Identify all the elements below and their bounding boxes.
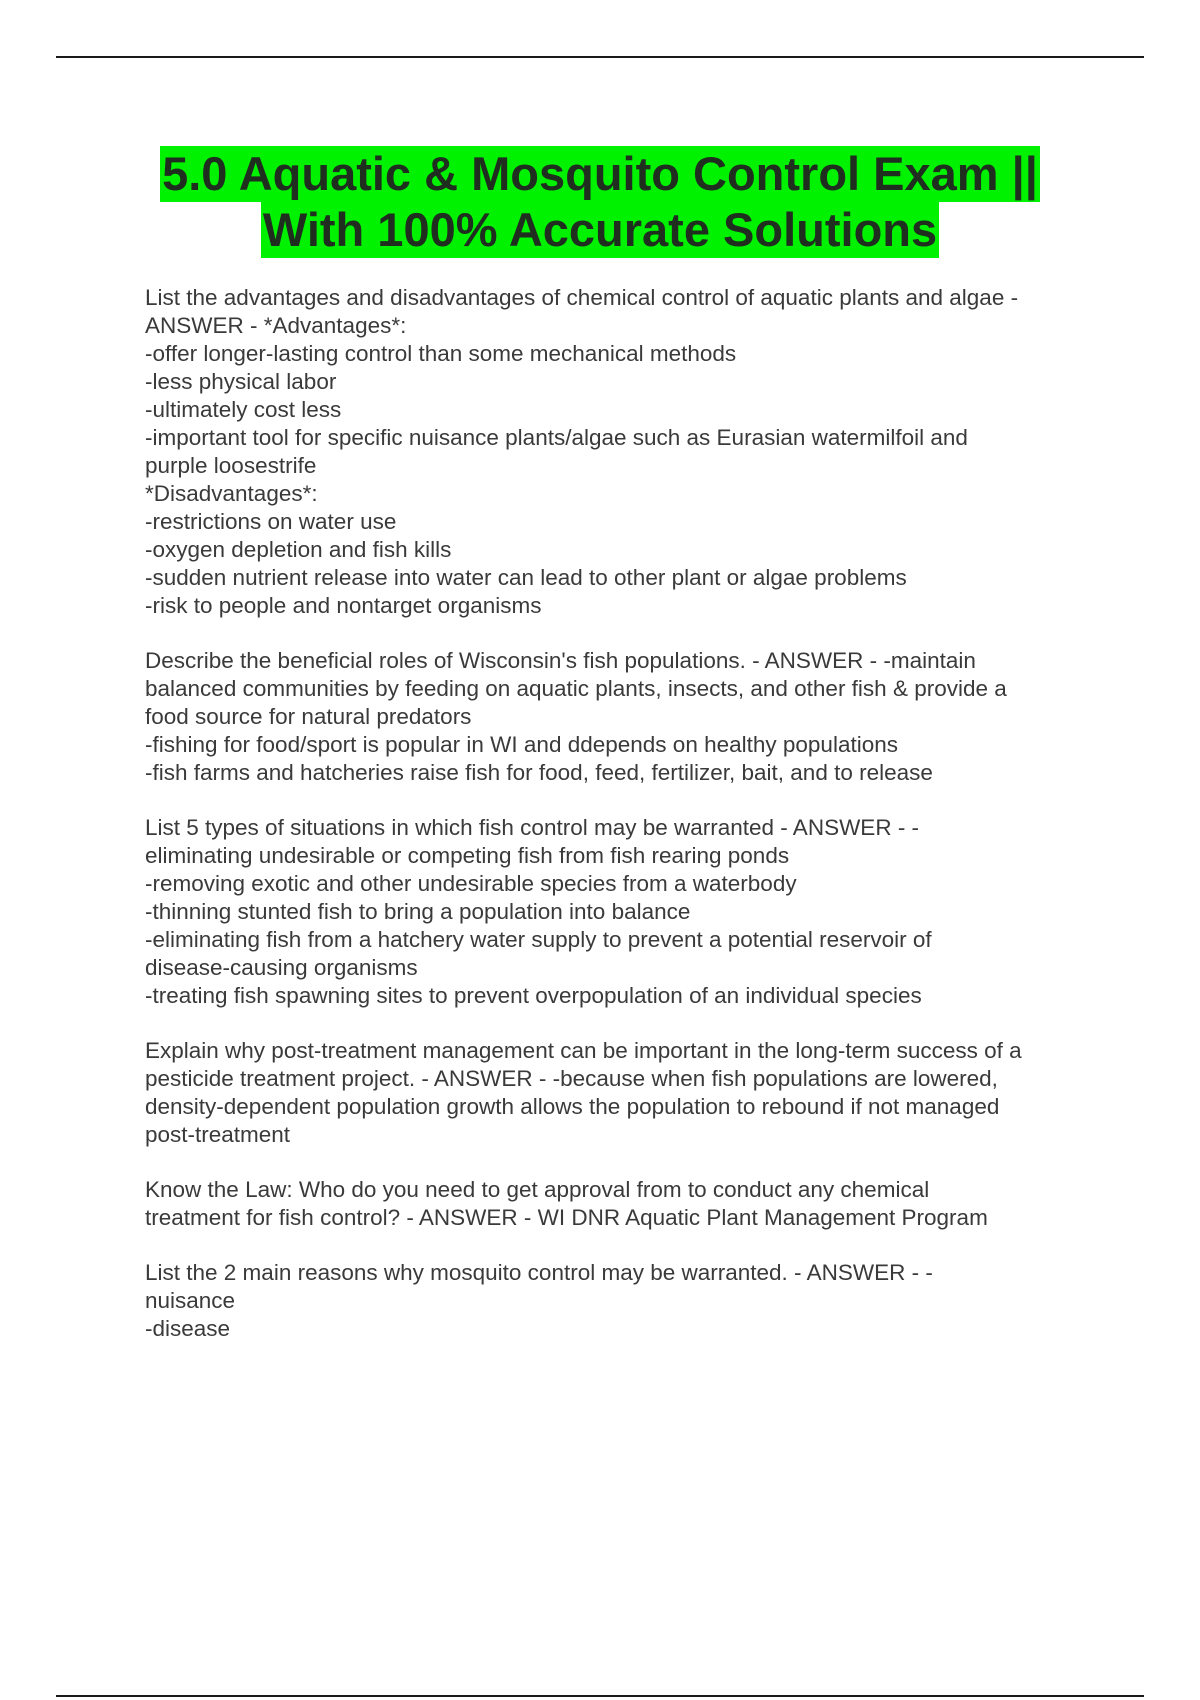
document-title bbox=[0, 146, 1200, 258]
qa-line: disease-causing organisms bbox=[145, 955, 418, 980]
qa-entry bbox=[145, 814, 1095, 1010]
qa-line: -fishing for food/sport is popular in WI and ddepends on healthy populations bbox=[145, 732, 898, 757]
qa-line: List 5 types of situations in which fish control may be warranted - ANSWER - - bbox=[145, 815, 920, 840]
qa-entry bbox=[145, 1259, 1095, 1343]
qa-line: -sudden nutrient release into water can lead to other plant or algae problems bbox=[145, 565, 907, 590]
qa-line: -disease bbox=[145, 1316, 231, 1341]
qa-line: food source for natural predators bbox=[145, 704, 472, 729]
qa-line: -offer longer-lasting control than some mechanical methods bbox=[145, 341, 737, 366]
qa-line: -risk to people and nontarget organisms bbox=[145, 593, 542, 618]
qa-line: -eliminating fish from a hatchery water supply to prevent a potential reservoir of bbox=[145, 927, 932, 952]
bottom-divider bbox=[56, 1695, 1144, 1697]
qa-line: balanced communities by feeding on aquatic plants, insects, and other fish & provide a bbox=[145, 676, 1007, 701]
top-divider bbox=[56, 56, 1144, 58]
qa-line: purple loosestrife bbox=[145, 453, 317, 478]
qa-line: Know the Law: Who do you need to get approval from to conduct any chemical bbox=[145, 1177, 930, 1202]
qa-line: -thinning stunted fish to bring a population into balance bbox=[145, 899, 691, 924]
qa-entry bbox=[145, 1037, 1095, 1149]
qa-line: post-treatment bbox=[145, 1122, 291, 1147]
title-line-1: 5.0 Aquatic & Mosquito Control Exam || bbox=[162, 147, 1038, 200]
qa-entry bbox=[145, 1176, 1095, 1232]
qa-entry bbox=[145, 284, 1095, 620]
qa-line: List the advantages and disadvantages of chemical control of aquatic plants and algae - bbox=[145, 285, 1019, 310]
qa-line: -ultimately cost less bbox=[145, 397, 342, 422]
qa-line: eliminating undesirable or competing fish from fish rearing ponds bbox=[145, 843, 790, 868]
qa-line: -important tool for specific nuisance plants/algae such as Eurasian watermilfoil and bbox=[145, 425, 968, 450]
qa-line: -removing exotic and other undesirable species from a waterbody bbox=[145, 871, 797, 896]
title-line-2: With 100% Accurate Solutions bbox=[262, 203, 938, 256]
qa-line: -restrictions on water use bbox=[145, 509, 397, 534]
qa-line: nuisance bbox=[145, 1288, 236, 1313]
qa-line: pesticide treatment project. - ANSWER - -because when fish populations are lowered, bbox=[145, 1066, 998, 1091]
qa-line: Explain why post-treatment management can be important in the long-term success of a bbox=[145, 1038, 1022, 1063]
qa-line: treatment for fish control? - ANSWER - WI DNR Aquatic Plant Management Program bbox=[145, 1205, 988, 1230]
qa-line: *Disadvantages*: bbox=[145, 481, 318, 506]
qa-line: -oxygen depletion and fish kills bbox=[145, 537, 452, 562]
qa-line: -fish farms and hatcheries raise fish for food, feed, fertilizer, bait, and to release bbox=[145, 760, 933, 785]
qa-entry bbox=[145, 647, 1095, 787]
qa-line: List the 2 main reasons why mosquito control may be warranted. - ANSWER - - bbox=[145, 1260, 933, 1285]
qa-line: -less physical labor bbox=[145, 369, 337, 394]
qa-line: Describe the beneficial roles of Wisconsin's fish populations. - ANSWER - -maintain bbox=[145, 648, 976, 673]
qa-line: ANSWER - *Advantages*: bbox=[145, 313, 407, 338]
qa-line: density-dependent population growth allows the population to rebound if not managed bbox=[145, 1094, 1000, 1119]
qa-line: -treating fish spawning sites to prevent overpopulation of an individual species bbox=[145, 983, 922, 1008]
question-answer-list bbox=[145, 284, 1095, 1370]
